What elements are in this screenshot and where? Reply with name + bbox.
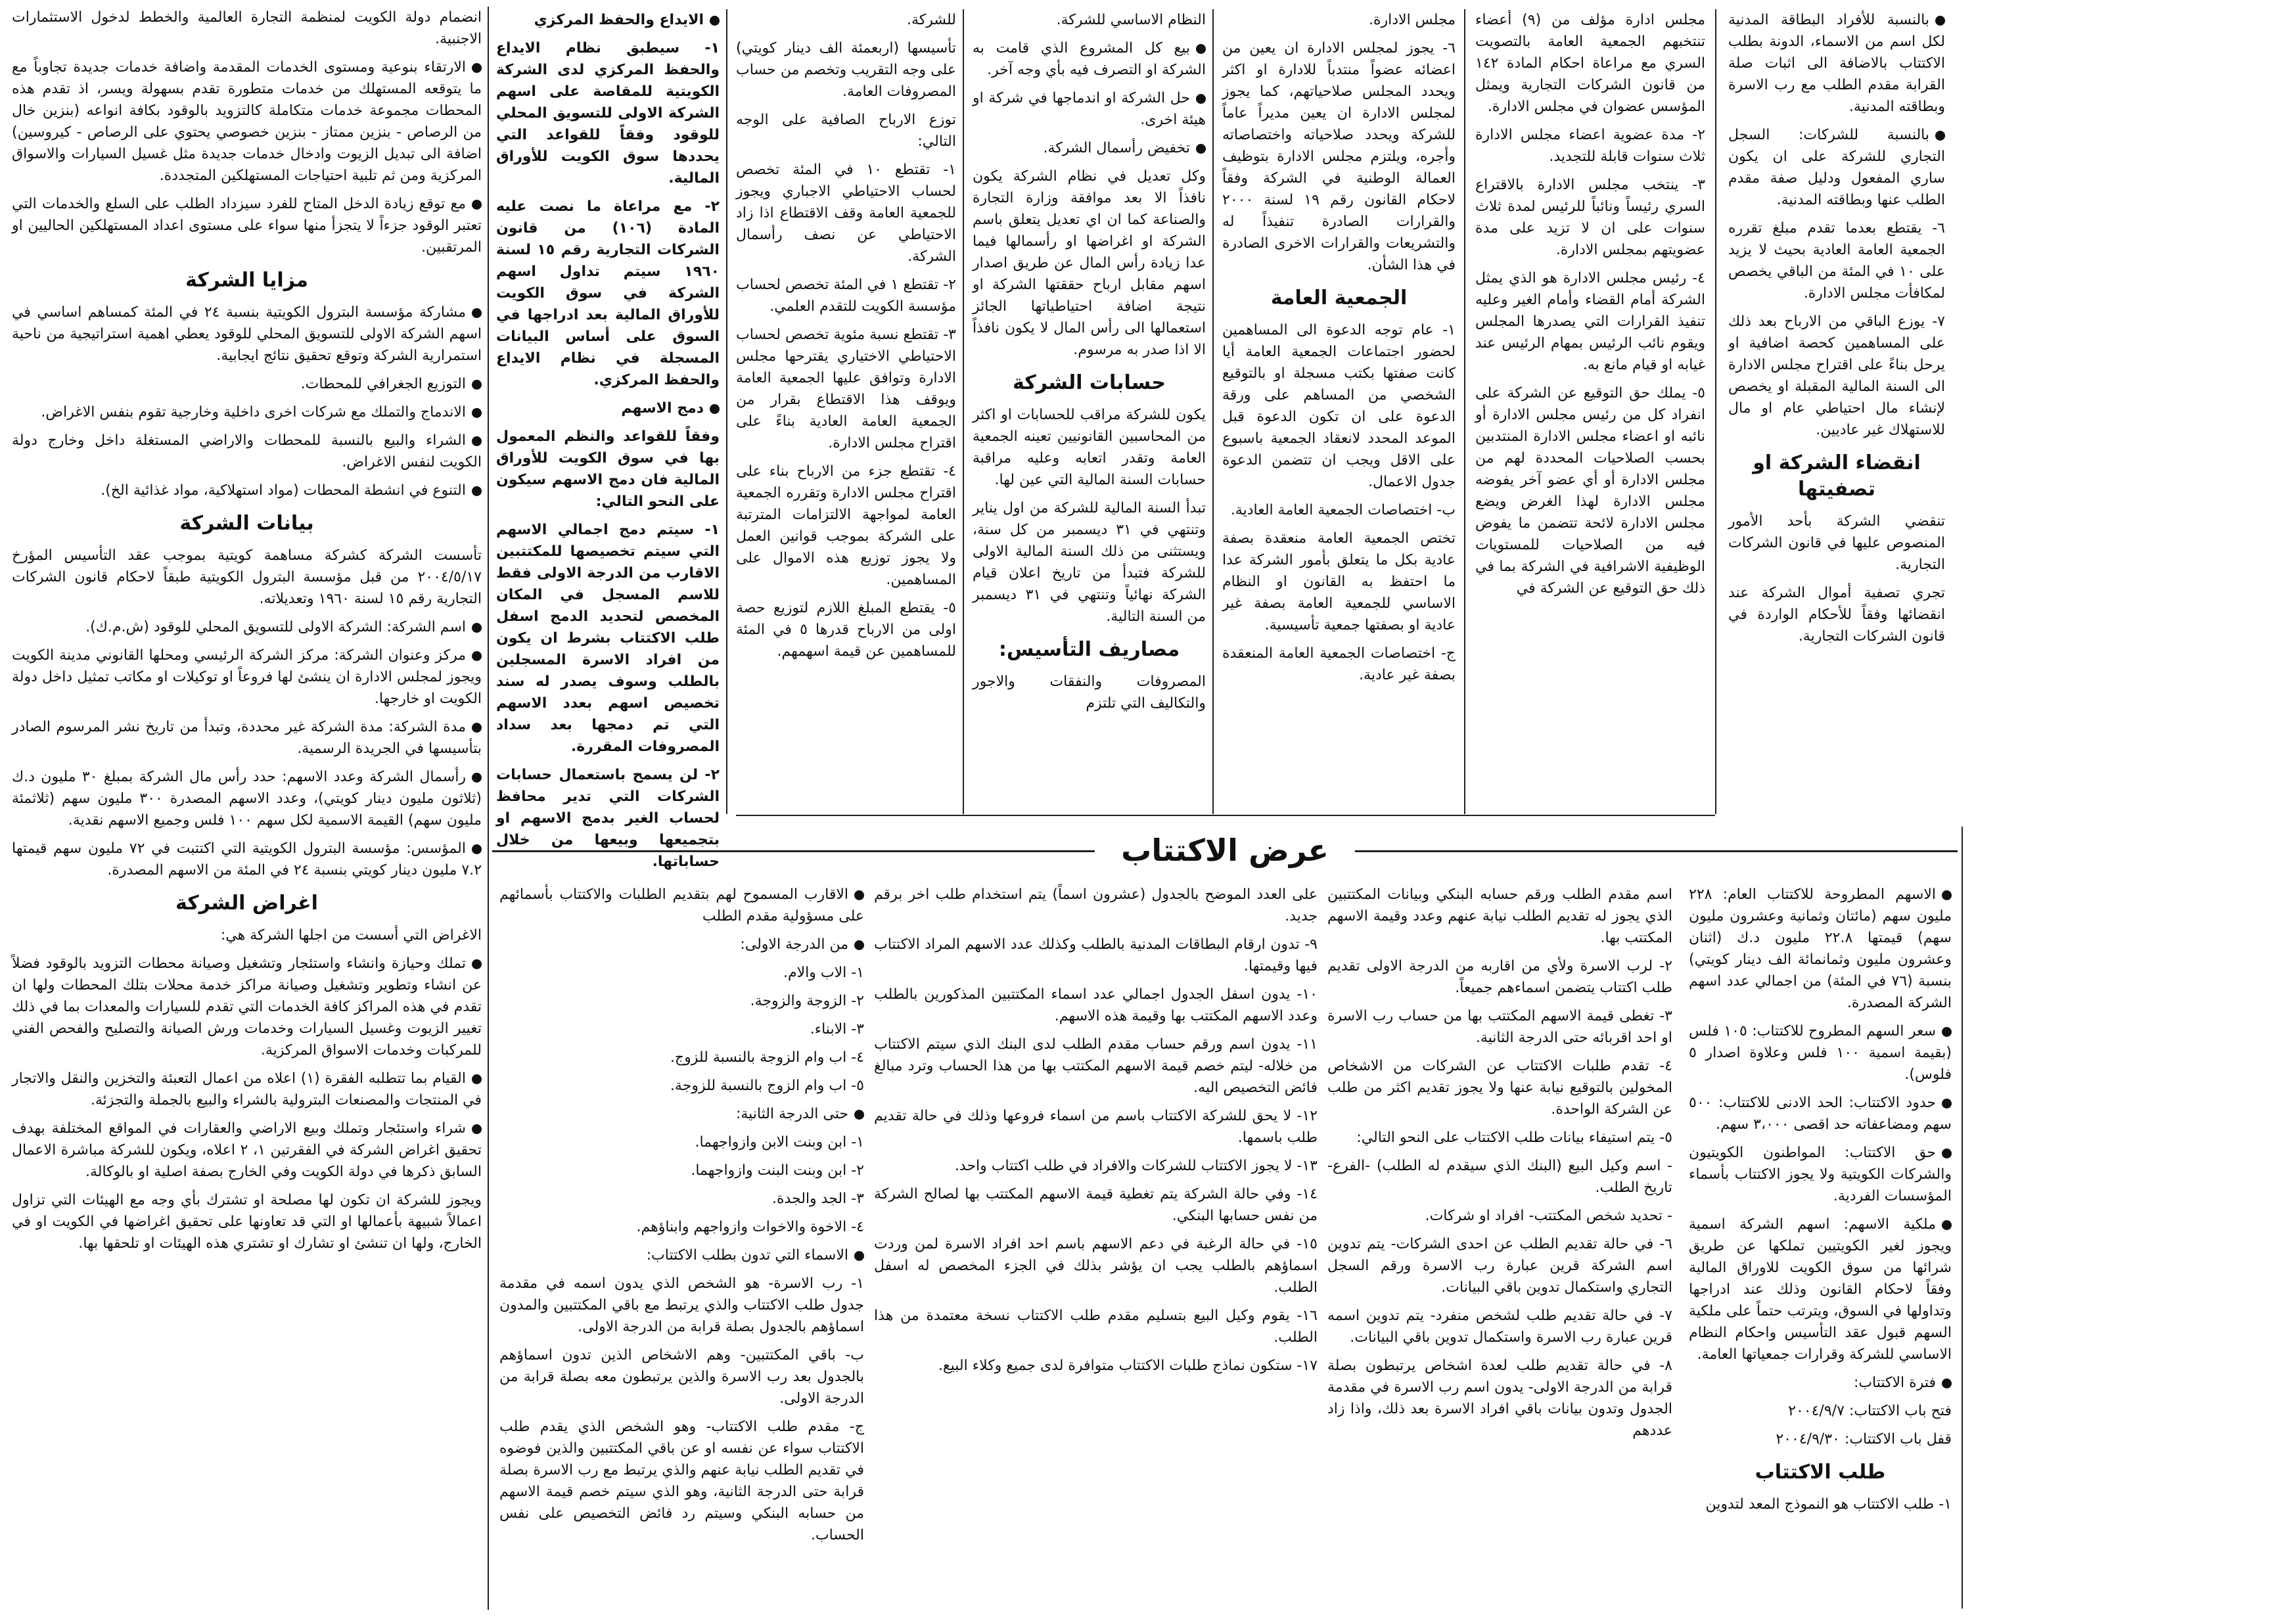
paragraph-text: ٢- الزوجة والزوجة. <box>750 993 864 1009</box>
paragraph <box>973 166 1206 361</box>
paragraph-text: ٢- مدة عضوية اعضاء مجلس الادارة ثلاث سنوات قابلة للتجديد. <box>1475 127 1705 165</box>
paragraph <box>1327 1355 1672 1442</box>
paragraph-text: قفل باب الاكتتاب: ٢٠٠٤/٩/٣٠ <box>1776 1431 1952 1448</box>
paragraph <box>1689 1494 1952 1515</box>
divider-vertical <box>963 9 964 814</box>
paragraph <box>1475 124 1705 168</box>
paragraph <box>499 962 864 984</box>
paragraph-text: ٢- لرب الاسرة ولأي من اقاربه من الدرجة الاولى تقديم طلب اكتتاب يتضمن اسماءهم جميعاً. <box>1327 958 1672 996</box>
column-i <box>1327 884 1672 1607</box>
paragraph <box>499 990 864 1012</box>
paragraph-text: ١٤- وفي حالة الشركة يتم تغطية قيمة الاسهم المكتتب بها لصالح الشركة من نفس حسابها البنكي. <box>874 1186 1318 1224</box>
paragraph <box>1689 1142 1952 1207</box>
paragraph-text: ١- رب الاسرة- هو الشخص الذي يدون اسمه في مقدمة جدول طلب الاكتتاب والذي يرتبط مع باقي المكتتبين والمدون اسماؤهم بالجدول بصلة قرابة من الدرجة الاولى. <box>499 1275 864 1335</box>
bullet-icon <box>472 408 482 418</box>
paragraph <box>499 1103 864 1125</box>
bullet-icon <box>854 890 864 900</box>
paragraph <box>496 426 720 513</box>
paragraph-text: على العدد الموضح بالجدول (عشرون اسماً) يتم استخدام طلب اخر برقم جديد. <box>874 886 1318 925</box>
paragraph <box>874 1183 1318 1227</box>
paragraph-text: ويجوز للشركة ان تكون لها مصلحة او تشترك بأي وجه مع الهيئات التي تزاول اعمالاً شبيهة بأعمالها او التي قد تعاونها على تحقيق اغراضها في الكويت او في الخارج، ولها ان تنشئ او تشارك او تشتري هذه الهيئات او تلحقها بها. <box>12 1192 482 1252</box>
column-e <box>736 9 956 817</box>
paragraph <box>1222 643 1456 686</box>
paragraph-text: ٤- رئيس مجلس الادارة هو الذي يمثل الشركة أمام القضاء وأمام الغير وعليه تنفيذ القرارات التي يصدرها المجلس ويقوم نائب الرئيس بمهام الرئيس عند غيابه او قيام مانع به. <box>1475 270 1705 373</box>
paragraph <box>496 398 720 419</box>
paragraph <box>12 193 482 258</box>
divider-horizontal <box>736 815 1715 816</box>
bullet-icon <box>1942 1027 1952 1037</box>
bullet-icon <box>1196 44 1206 54</box>
paragraph <box>499 884 864 927</box>
paragraph <box>12 716 482 760</box>
paragraph <box>499 1047 864 1068</box>
column-j <box>874 884 1318 1607</box>
paragraph <box>1327 884 1672 949</box>
paragraph-text: ٥- اب وام الزوج بالنسبة للزوجة. <box>670 1078 864 1094</box>
paragraph-text: اسم مقدم الطلب ورقم حسابه البنكي وبيانات المكتتبين الذي يجوز له تقديم الطلب نيابة عنهم وعدد وقيمة الاسهم المكتتب بها. <box>1327 886 1672 946</box>
paragraph <box>496 519 720 758</box>
paragraph-text: الاقارب المسموح لهم بتقديم الطلبات والاكتتاب بأسمائهم على مسؤولية مقدم الطلب <box>499 886 864 925</box>
bullet-icon <box>1942 1099 1952 1108</box>
paragraph-text: ب- باقي المكتتبين- وهم الاشخاص الذين تدون اسماؤهم بالجدول بعد رب الاسرة والذين يرتبطون معه بصلة قرابة من الدرجة الاولى. <box>499 1347 864 1407</box>
divider-vertical <box>1962 827 1963 1609</box>
paragraph-text: النظام الاساسي للشركة. <box>1056 12 1206 28</box>
paragraph <box>12 1068 482 1111</box>
paragraph-text: ب- اختصاصات الجمعية العامة العادية. <box>1230 502 1456 518</box>
paragraph-text: ١٣- لا يجوز الاكتتاب للشركات والافراد في طلب اكتتاب واحد. <box>954 1158 1318 1174</box>
paragraph <box>1689 1400 1952 1422</box>
paragraph <box>1327 1305 1672 1348</box>
paragraph <box>1327 1005 1672 1049</box>
bullet-icon <box>472 651 482 661</box>
paragraph <box>1327 1205 1672 1227</box>
bullet-icon <box>472 486 482 496</box>
paragraph-text: فترة الاكتتاب: <box>1853 1375 1936 1391</box>
paragraph-text: ٧- يوزع الباقي من الارباح بعد ذلك على المساهمين كحصة اضافية او يرحل بناءً على اقتراح مجلس الادارة الى السنة المالية المقبلة او يخصص لإنشاء مال احتياطي عام او مال للاستهلاك غير عاديين. <box>1728 313 1945 438</box>
paragraph-text: من الدرجة الاولى: <box>740 936 848 953</box>
paragraph-text: مدة الشركة: مدة الشركة غير محددة، وتبدأ من تاريخ نشر المرسوم الصادر بتأسيسها في الجريدة الرسمية. <box>12 719 482 757</box>
paragraph <box>1475 9 1705 118</box>
column-c <box>1222 9 1456 817</box>
column-k <box>499 884 864 1607</box>
bullet-icon <box>1942 890 1952 900</box>
paragraph <box>736 9 956 31</box>
paragraph <box>499 1244 864 1266</box>
paragraph <box>12 430 482 473</box>
paragraph <box>1689 1092 1952 1135</box>
paragraph-text: ١- ابن وبنت الابن وازواجهما. <box>695 1134 864 1151</box>
paragraph-text: ٣- تغطى قيمة الاسهم المكتتب بها من حساب رب الاسرة او احد اقربائه حتى الدرجة الثانية. <box>1327 1008 1672 1046</box>
paragraph-text: الاندماج والتملك مع شركات اخرى داخلية وخارجية تقوم بنفس الاغراض. <box>41 404 466 421</box>
paragraph-text: سعر السهم المطروح للاكتتاب: ١٠٥ فلس (بقيمة اسمية ١٠٠ فلس وعلاوة اصدار ٥ فلوس). <box>1689 1023 1952 1083</box>
paragraph <box>499 1160 864 1181</box>
paragraph-text: توزع الارباح الصافية على الوجه التالي: <box>736 112 956 150</box>
paragraph-text: ١٧- ستكون نماذج طلبات الاكتتاب متوافرة لدى جميع وكلاء البيع. <box>938 1358 1318 1374</box>
paragraph-text: ١- الاب والام. <box>783 965 864 981</box>
paragraph <box>736 274 956 317</box>
paragraph-text: ٦- يقتطع بعدما تقدم مبلغ تقرره الجمعية العامة العادية بحيث لا يزيد على ١٠ في المئة من الباقي يخصص لمكافأت مجلس الادارة. <box>1728 220 1945 302</box>
paragraph-text: رأسمال الشركة وعدد الاسهم: حدد رأس مال الشركة بمبلغ ٣٠ مليون د.ك (ثلاثون مليون دينار كويتي)، وعدد الاسهم المصدرة ٣٠٠ مليون سهم (ثلاثمئة مليون سهم) القيمة الاسمية لكل سهم ١٠٠ فلس وجميع الاسهم نقدية. <box>12 769 482 829</box>
bullet-icon <box>1935 16 1945 26</box>
paragraph <box>1327 1055 1672 1120</box>
paragraph <box>1222 319 1456 493</box>
paragraph <box>1327 1155 1672 1199</box>
divider-vertical <box>1212 9 1214 814</box>
paragraph <box>1728 217 1945 304</box>
paragraph-text: ٦- يجوز لمجلس الادارة ان يعين من اعضائه عضواً منتدباً للادارة او اكثر ويحدد المجلس صلاحياتهم، كما يجوز لمجلس الادارة ان يعين مديراً عاماً للشركة ويحدد صلاحياته واختصاصاته وأجره، ويلتزم مجلس الادارة بتوظيف العمالة الوطنية في الشركة وفقاً لاحكام القانون رقم ١٩ لسنة ٢٠٠٠ والقرارات الصادرة تنفيذاً له والتشريعات والقرارات الاخرى الصادرة في هذا الشأن. <box>1222 40 1456 273</box>
paragraph <box>12 480 482 501</box>
column-a <box>1728 9 1945 817</box>
paragraph-text: ٥- يملك حق التوقيع عن الشركة على انفراد كل من رئيس مجلس الادارة أو نائبه او اعضاء مجلس الادارة المنتدبين بحسب الصلاحيات المحددة لهم من مجلس الادارة أو أي عضو آخر يفوضه مجلس الادارة لهذا الغرض ويضع مجلس الادارة لائحة تتضمن ما يفوض فيه من الصلاحيات للمستويات الوظيفية الاشرافية في الشركة بما في ذلك حق التوقيع عن الشركة في <box>1475 385 1705 597</box>
bullet-icon <box>472 1124 482 1134</box>
paragraph <box>874 1233 1318 1298</box>
paragraph-text: الاسهم المطروحة للاكتتاب العام: ٢٢٨ مليون سهم (مائتان وثمانية وعشرون مليون سهم) قيمتها ٢٢.٨ مليون د.ك (اثنان وعشرون مليون وثمانمائة الف دينار كويتي) بنسبة (٧٦ في المئة) من اجمالي عدد اسهم الشركة المصدرة. <box>1689 886 1952 1011</box>
bullet-icon <box>710 16 720 26</box>
paragraph <box>973 404 1206 491</box>
paragraph <box>12 302 482 367</box>
paragraph-text: ١- سيطبق نظام الايداع والحفظ المركزي لدى الشركة الكويتية للمقاصة على اسهم الشركة الاولى للتسويق المحلي للوقود وفقاً للقواعد التي يحددها سوق الكويت للأوراق المالية. <box>496 40 720 187</box>
paragraph-text: بالنسبة للشركات: السجل التجاري للشركة على ان يكون ساري المفعول ودليل صفة مقدم الطلب عنها وبطاقته المدنية. <box>1728 127 1945 208</box>
paragraph-text: ج- مقدم طلب الاكتتاب- وهو الشخص الذي يقدم طلب الاكتتاب سواء عن نفسه او عن باقي المكتتبين والذين فوضوه في تقديم الطلب نيابة عنهم والذي يرتبط مع رب الاسرة بصلة قرابة حتى الدرجة الثانية، وهو الذي سيتم خصم قيمة الاسهم من حسابه البنكي وسيتم رد فائض التخصيص على نفس الحساب. <box>499 1419 864 1543</box>
bullet-icon <box>1196 144 1206 154</box>
paragraph-text: مركز وعنوان الشركة: مركز الشركة الرئيسي ومحلها القانوني مدينة الكويت ويجوز لمجلس الادارة ان ينشئ لها فروعاً او توكيلات او مكاتب تمثيل داخل دولة الكويت او خارجها. <box>12 647 482 707</box>
paragraph <box>1689 1428 1952 1450</box>
paragraph-text: المؤسس: مؤسسة البترول الكويتية التي اكتتبت في ٧٢ مليون سهم قيمتها ٧.٢ مليون دينار كويتي بنسبة ٢٤ في المئة من الاسهم المصدرة. <box>12 840 482 879</box>
paragraph <box>1327 1233 1672 1298</box>
divider-vertical <box>726 9 727 814</box>
section-heading: بيانات الشركة <box>179 512 314 535</box>
paragraph-text: ١٢- لا يحق للشركة الاكتتاب باسم من اسماء فروعها وذلك في حالة تقديم طلب باسمها. <box>874 1108 1318 1146</box>
paragraph <box>973 87 1206 131</box>
bullet-icon <box>472 308 482 318</box>
paragraph-text: مجلس الادارة. <box>1368 12 1456 28</box>
bullet-icon <box>854 1110 864 1120</box>
paragraph <box>973 497 1206 628</box>
paragraph <box>12 766 482 831</box>
paragraph-text: الايداع والحفظ المركزي <box>534 12 704 28</box>
paragraph <box>499 1344 864 1409</box>
bullet-icon <box>1196 94 1206 104</box>
paragraph-text: حدود الاكتتاب: الحد الادنى للاكتتاب: ٥٠٠ سهم ومضاعفاته حد اقصى ٣،٠٠٠ سهم. <box>1689 1095 1952 1133</box>
paragraph <box>12 7 482 50</box>
paragraph-text: مع توقع زيادة الدخل المتاح للفرد سيزداد الطلب على السلع والخدمات التي تعتبر الوقود جزءاً لا يتجزأ منها سواء على مستوى اعداد المستهلكين الحاليين او المرتقبين. <box>12 196 482 256</box>
paragraph <box>499 1273 864 1338</box>
paragraph <box>12 1189 482 1254</box>
paragraph <box>12 616 482 638</box>
paragraph <box>499 1018 864 1040</box>
paragraph-text: ٩- تدون ارقام البطاقات المدنية بالطلب وكذلك عدد الاسهم المراد الاكتتاب فيها وقيمتها. <box>874 936 1318 974</box>
paragraph <box>874 1155 1318 1177</box>
paragraph <box>1475 267 1705 376</box>
paragraph-text: ١٦- يقوم وكيل البيع بتسليم مقدم طلب الاكتتاب نسخة معتمدة من هذا الطلب. <box>874 1308 1318 1346</box>
paragraph-text: المصروفات والنفقات والاجور والتكاليف التي تلتزم <box>973 674 1206 712</box>
paragraph-text: تجري تصفية أموال الشركة عند انقضائها وفقاً للأحكام الواردة في قانون الشركات التجارية. <box>1728 585 1945 645</box>
column-h <box>1689 884 1952 1607</box>
paragraph-text: التنوع في انشطة المحطات (مواد استهلاكية، مواد غذائية الخ). <box>101 482 466 499</box>
paragraph-text: ٣- الابناء. <box>810 1021 864 1038</box>
paragraph <box>973 9 1206 31</box>
bullet-icon <box>472 773 482 783</box>
paragraph <box>499 1188 864 1210</box>
paragraph-text: ٢- لن يسمح باستعمال حسابات الشركات التي تدير محافظ لحساب الغير بدمج الاسهم او بتجميعها وبيعها من خلال حساباتها. <box>496 767 720 870</box>
paragraph <box>12 1118 482 1183</box>
bullet-icon <box>472 844 482 854</box>
paragraph-text: التوزيع الجغرافي للمحطات. <box>300 376 466 392</box>
paragraph <box>1689 1214 1952 1365</box>
paragraph <box>874 1355 1318 1377</box>
paragraph-text: مشاركة مؤسسة البترول الكويتية بنسبة ٢٤ في المئة كمساهم اساسي في اسهم الشركة الاولى للتسويق المحلي للوقود يعطي اهمية استراتيجية من ناحية استمرارية الشركة وتوقع تحقيق نتائج ايجابية. <box>12 304 482 364</box>
column-f <box>496 9 720 870</box>
bullet-icon <box>472 959 482 969</box>
paragraph <box>1327 955 1672 999</box>
paragraph-text: انضمام دولة الكويت لمنظمة التجارة العالمية والخطط لدخول الاستثمارات الاجنبية. <box>12 9 482 47</box>
paragraph-text: ٢- ابن وبنت البنت وازواجهما. <box>691 1162 864 1179</box>
paragraph <box>736 159 956 267</box>
bullet-icon <box>472 200 482 210</box>
paragraph <box>1222 499 1456 521</box>
paragraph-text: ١- تقتطع ١٠ في المئة تخصص لحساب الاحتياطي الاجباري ويجوز للجمعية العامة وقف الاقتطاع اذا زاد الاحتياطي عن نصف رأسمال الشركة. <box>736 162 956 265</box>
section-heading: مصاريف التأسيس: <box>998 638 1180 661</box>
paragraph <box>973 671 1206 714</box>
paragraph <box>736 324 956 454</box>
paragraph-text: الاسماء التي تدون بطلب الاكتتاب: <box>646 1247 848 1264</box>
bullet-icon <box>472 1074 482 1084</box>
paragraph <box>874 934 1318 977</box>
paragraph-text: تأسست الشركة كشركة مساهمة كويتية بموجب عقد التأسيس المؤرخ ٢٠٠٤/٥/١٧ من قبل مؤسسة البترول الكويتية طبقاً لاحكام قانون الشركات التجارية رقم ١٥ لسنة ١٩٦٠ وتعديلاته. <box>12 547 482 607</box>
bullet-icon <box>1935 131 1945 141</box>
paragraph-text: الشراء والبيع بالنسبة للمحطات والاراضي المستغلة داخل وخارج دولة الكويت لنفس الاغراض. <box>12 432 482 470</box>
paragraph <box>973 37 1206 81</box>
bullet-icon <box>472 436 482 446</box>
subscription-offer-banner <box>492 827 1958 874</box>
divider-vertical <box>1464 9 1465 814</box>
paragraph <box>1475 174 1705 261</box>
paragraph-text: تأسيسها (اربعمئة الف دينار كويتي) على وجه التقريب وتخصم من حساب المصروفات العامة. <box>736 40 956 100</box>
paragraph <box>874 984 1318 1027</box>
paragraph <box>874 1305 1318 1348</box>
paragraph <box>1728 311 1945 441</box>
paragraph-text: ٤- تقتطع جزء من الارباح بناء على اقتراح مجلس الادارة وتقرره الجمعية العامة لمواجهة الالتزامات المترتبة على الشركة بموجب قوانين العمل ولا يجوز توزيع هذه الاموال على المساهمين. <box>736 463 956 588</box>
paragraph-text: ٥- يتم استيفاء بيانات طلب الاكتتاب على النحو التالي: <box>1356 1130 1672 1146</box>
paragraph <box>499 934 864 955</box>
section-heading: حسابات الشركة <box>1013 371 1166 394</box>
column-d <box>973 9 1206 817</box>
paragraph-text: ٢- تقتطع ١ في المئة تخصص لحساب مؤسسة الكويت للتقدم العلمي. <box>736 277 956 315</box>
section-heading: اغراض الشركة <box>175 892 318 915</box>
paragraph <box>874 884 1318 927</box>
bullet-icon <box>1942 1149 1952 1158</box>
paragraph <box>12 645 482 710</box>
paragraph-text: ٥- يقتطع المبلغ اللازم لتوزيع حصة اولى من الارباح قدرها ٥ في المئة للمساهمين عن قيمة اسهمهم. <box>736 600 957 660</box>
paragraph-text: حل الشركة او اندماجها في شركة او هيئة اخرى. <box>973 90 1206 128</box>
paragraph <box>1222 37 1456 276</box>
paragraph-text: تخفيض رأسمال الشركة. <box>1043 140 1190 156</box>
paragraph <box>496 37 720 189</box>
paragraph <box>12 401 482 423</box>
paragraph-text: تملك وحيازة وانشاء واستئجار وتشغيل وصيانة محطات التزويد بالوقود فضلاً عن انشاء وتطوير وتشغيل وصيانة مراكز خدمة محلات بتلك المحطات ولها ان تقدم في هذه المراكز كافة الخدمات التي تقدم للسيارات والمعدات بما في ذلك تغيير الزيوت وغسيل السيارات وخدمات ورش الصيانة والتصليح والفحص الفني للمركبات وخدمات الاسواق المركزية. <box>12 955 482 1059</box>
paragraph-text: ١- طلب الاكتتاب هو النموذج المعد لتدوين <box>1705 1496 1952 1513</box>
paragraph-text: ٤- تقدم طلبات الاكتتاب عن الشركات من الاشخاص المخولين بالتوقيع نيابة عنها ولا يجوز تقديم اكثر من طلب عن الشركة الواحدة. <box>1327 1058 1672 1118</box>
paragraph <box>736 461 956 591</box>
section-heading: طلب الاكتتاب <box>1755 1461 1886 1484</box>
paragraph-text: ملكية الاسهم: اسهم الشركة اسمية ويجوز لغير الكويتيين تملكها عن طريق شرائها من سوق الكويت للاوراق المالية وفقاً لاحكام القانون وذلك عند ادراجها وتداولها في السوق، ويترتب حتماً على ملكية السهم قبول عقد التأسيس واحكام النظام الاساسي للشركة وقرارات جمعياتها العامة. <box>1689 1216 1952 1363</box>
paragraph <box>499 1075 864 1097</box>
paragraph-text: اسم الشركة: الشركة الاولى للتسويق المحلي للوقود (ش.م.ك). <box>85 619 466 635</box>
paragraph-text: ١١- يدون اسم ورقم حساب مقدم الطلب لدى البنك الذي سيتم الاكتتاب من خلاله- ليتم خصم قيمة الاسهم المكتتب بها من هذا الحساب وترد مبالغ فائض التخصيص اليه. <box>874 1036 1318 1096</box>
bullet-icon <box>472 723 482 733</box>
paragraph-text: ٣- الجد والجدة. <box>771 1191 864 1207</box>
divider-vertical <box>1715 9 1716 814</box>
bullet-icon <box>1942 1379 1952 1388</box>
paragraph-text: وفقاً للقواعد والنظم المعمول بها في سوق الكويت للأوراق المالية فان دمج الاسهم سيكون على النحو التالي: <box>496 428 720 510</box>
paragraph-text: الارتقاء بنوعية ومستوى الخدمات المقدمة واضافة خدمات جديدة تجاوباً مع ما يتوقعه المستهلك من خدمات متطورة تقدم بسهولة ويسر، اذ تقدم هذه المحطات مجموعة خدمات متكاملة كالتزويد بالوقود بكافة انواعه (بنزين خال من الرصاص - بنزين ممتاز - بنزين خصوصي يحتوي على الرصاص - كيروسين) اضافة الى تبديل الزيوت وادخال خدمات جديدة مثل غسيل السيارات والاسواق المركزية ومن ثم تلبية احتياجات المستهلكين المتجددة. <box>12 59 482 184</box>
paragraph-text: ٦- في حالة تقديم الطلب عن احدى الشركات- يتم تدوين اسم الشركة قرين عبارة رب الاسرة ورقم السجل التجاري واستكمال تدوين باقي البيانات. <box>1327 1236 1672 1296</box>
paragraph <box>1689 1372 1952 1394</box>
bullet-icon <box>472 380 482 390</box>
banner-title: عرض الاكتتاب <box>1095 827 1355 874</box>
paragraph-text: شراء واستئجار وتملك وبيع الاراضي والعقارات في المواقع المختلفة بهدف تحقيق اغراض الشركة في الفقرتين ١، ٢ اعلاه، ويكون للشركة مباشرة الاعمال السابق ذكرها في دولة الكويت وفي الخارج بصفة اصلية او بالوكالة. <box>12 1120 482 1180</box>
paragraph <box>499 1216 864 1238</box>
paragraph <box>12 925 482 946</box>
section-heading: مزايا الشركة <box>185 269 308 292</box>
section-heading: الجمعية العامة <box>1270 286 1408 309</box>
paragraph-text: ٣- تقتطع نسبة مئوية تخصص لحساب الاحتياطي الاختياري يقترحها مجلس الادارة وتوافق عليها الجمعية العامة ويوقف هذا الاقتطاع بقرار من الجمعية العامة العادية بناءً على اقتراح مجلس الادارة. <box>736 327 956 451</box>
paragraph-text: ٤- الاخوة والاخوات وازواجهم وابناؤهم. <box>636 1219 864 1235</box>
paragraph-text: مجلس ادارة مؤلف من (٩) أعضاء تنتخبهم الجمعية العامة بالتصويت السري مع مراعاة احكام المادة ١٤٢ من قانون الشركات التجارية ويمثل المؤسس عضوان في مجلس الادارة. <box>1475 12 1705 115</box>
paragraph <box>12 57 482 187</box>
paragraph-text: فتح باب الاكتتاب: ٢٠٠٤/٩/٧ <box>1788 1403 1952 1419</box>
paragraph <box>499 1416 864 1546</box>
paragraph <box>1728 9 1945 118</box>
paragraph <box>973 137 1206 159</box>
bullet-icon <box>472 63 482 73</box>
paragraph-text: وكل تعديل في نظام الشركة يكون نافذاً الا بعد موافقة وزارة التجارة والصناعة كما ان اي تعديل يتعلق باسم الشركة او اغراضها او رأسمالها فيما عدا زيادة رأس المال عن طريق اصدار اسهم مقابل ارباح حققتها الشركة او نتيجة اضافة احتياطياتها الجائز استعمالها الى رأس المال لا يكون نافذاً الا اذا صدر به مرسوم. <box>973 168 1206 358</box>
bullet-icon <box>1942 1220 1952 1230</box>
paragraph <box>874 1034 1318 1099</box>
paragraph-text: بيع كل المشروع الذي قامت به الشركة او التصرف فيه بأي وجه آخر. <box>973 40 1206 78</box>
section-heading: انقضاء الشركة او تصفيتها <box>1753 451 1921 501</box>
paragraph <box>874 1105 1318 1149</box>
paragraph <box>1475 382 1705 599</box>
paragraph <box>1222 528 1456 636</box>
paragraph-text: للشركة. <box>906 12 956 28</box>
paragraph <box>736 597 956 662</box>
paragraph-text: دمج الاسهم <box>621 400 704 417</box>
paragraph <box>1728 124 1945 211</box>
paragraph-text: ١- سيتم دمج اجمالي الاسهم التي سيتم تخصيصها للمكتتبين الاقارب من الدرجة الاولى فقط للاسم المسجل في المكان المخصص لتحديد الدمج اسفل طلب الاكتتاب بشرط ان يكون من افراد الاسرة المسجلين بالطلب وسوف يصدر له سند تخصيص اسهم بعدد الاسهم التي تم دمجها بعد سداد المصروفات المقررة. <box>496 522 720 755</box>
paragraph <box>12 545 482 610</box>
paragraph-text: ٣- ينتخب مجلس الادارة بالاقتراع السري رئيساً ونائباً للرئيس لمدة ثلاث سنوات على ان لا تزيد على مدة عضويتهم بمجلس الادارة. <box>1475 177 1705 258</box>
paragraph-text: تنقضي الشركة بأحد الأمور المنصوص عليها في قانون الشركات التجارية. <box>1728 513 1945 573</box>
paragraph <box>1728 511 1945 576</box>
paragraph <box>12 373 482 395</box>
paragraph-text: تبدأ السنة المالية للشركة من اول يناير وتنتهي في ٣١ ديسمبر من كل سنة، ويستثنى من ذلك السنة المالية الاولى للشركة فتبدأ من تاريخ اعلان قيام الشركة نهائياً وتنتهي في ٣١ ديسمبر من السنة التالية. <box>973 500 1206 625</box>
paragraph-text: ج- اختصاصات الجمعية العامة المنعقدة بصفة غير عادية. <box>1222 645 1456 683</box>
paragraph <box>1728 582 1945 647</box>
paragraph-text: ٤- اب وام الزوجة بالنسبة للزوج. <box>670 1049 864 1066</box>
paragraph <box>736 109 956 152</box>
paragraph-text: يكون للشركة مراقب للحسابات او اكثر من المحاسبين القانونيين تعينه الجمعية العامة وتقدر اتعابه وعليه مراقبة حسابات السنة المالية التي عين لها. <box>973 407 1206 488</box>
paragraph-text: الاغراض التي أسست من اجلها الشركة هي: <box>220 927 482 944</box>
paragraph-text: القيام بما تتطلبه الفقرة (١) اعلاه من اعمال التعبئة والتخزين والنقل والاتجار في المنتجات والمصنعات البترولية بالشراء والبيع بالجملة والتجزئة. <box>12 1070 482 1108</box>
column-g <box>12 7 482 1610</box>
paragraph <box>12 953 482 1061</box>
paragraph-text: ١- عام توجه الدعوة الى المساهمين لحضور اجتماعات الجمعية العامة أيا كانت صفتها بكتب مسجلة او بالتوقيع الشخصي من المساهم على ورقة الدعوة على ان تكون الدعوة قبل الموعد المحدد لانعقاد الجمعية باسبوع على الاقل ويجب ان تتضمن الدعوة جدول الاعمال. <box>1222 322 1456 490</box>
bullet-icon <box>854 940 864 950</box>
paragraph <box>736 37 956 103</box>
paragraph-text: بالنسبة للأفراد البطاقة المدنية لكل اسم من الاسماء، الدونة بطلب الاكتتاب بالاضافة الى اثبات صلة القرابة مقدم الطلب مع رب الاسرة وبطاقته المدنية. <box>1728 12 1945 115</box>
paragraph-text: ١٠- يدون اسفل الجدول اجمالي عدد اسماء المكتتبين المذكورين بالطلب وعدد الاسهم المكتتب بها وقيمة هذه الاسهم. <box>874 986 1318 1024</box>
paragraph <box>12 838 482 881</box>
paragraph-text: حق الاكتتاب: المواطنون الكويتيون والشركات الكويتية ولا يجوز الاكتتاب بأسماء المؤسسات الفردية. <box>1689 1145 1952 1204</box>
paragraph-text: - اسم وكيل البيع (البنك الذي سيقدم له الطلب) -الفرع- تاريخ الطلب. <box>1327 1158 1672 1196</box>
paragraph-text: ٨- في حالة تقديم طلب لعدة اشخاص يرتبطون بصلة قرابة من الدرجة الاولى- يدون اسم رب الاسرة في مقدمة الجدول وتدون بيانات باقي افراد الاسرة بعد ذلك، واذا زاد عددهم <box>1327 1358 1672 1439</box>
column-b <box>1475 9 1705 817</box>
paragraph <box>1689 1020 1952 1085</box>
paragraph-text: ١٥- في حالة الرغبة في دعم الاسهم باسم احد افراد الاسرة لمن وردت اسماؤهم بالطلب يجب ان يؤشر بذلك في الجزء المخصص له اسفل الطلب. <box>874 1236 1318 1296</box>
paragraph <box>1689 884 1952 1014</box>
bullet-icon <box>854 1251 864 1261</box>
paragraph <box>1327 1127 1672 1149</box>
paragraph-text: ٧- في حالة تقديم طلب لشخص منفرد- يتم تدوين اسمه قرين عبارة رب الاسرة واستكمال تدوين باقي البيانات. <box>1327 1308 1672 1346</box>
paragraph-text: تختص الجمعية العامة منعقدة بصفة عادية بكل ما يتعلق بأمور الشركة عدا ما احتفظ به القانون او النظام الاساسي للجمعية العامة بصفة غير عادية او بصفتها جمعية تأسيسية. <box>1222 530 1456 633</box>
paragraph <box>496 9 720 31</box>
bullet-icon <box>472 623 482 633</box>
paragraph <box>496 196 720 391</box>
paragraph-text: حتى الدرجة الثانية: <box>735 1106 848 1122</box>
bullet-icon <box>710 404 720 414</box>
paragraph-text: - تحديد شخص المكتتب- افراد او شركات. <box>1425 1208 1672 1224</box>
divider-vertical <box>488 7 489 1610</box>
paragraph <box>499 1131 864 1153</box>
paragraph-text: ٢- مع مراعاة ما نصت عليه المادة (١٠٦) من قانون الشركات التجارية رقم ١٥ لسنة ١٩٦٠ سيتم تداول اسهم الشركة في سوق الكويت للأوراق المالية بعد ادراجها في السوق على أساس البيانات المسجلة في نظام الايداع والحفظ المركزي. <box>496 198 720 388</box>
paragraph <box>1222 9 1456 31</box>
